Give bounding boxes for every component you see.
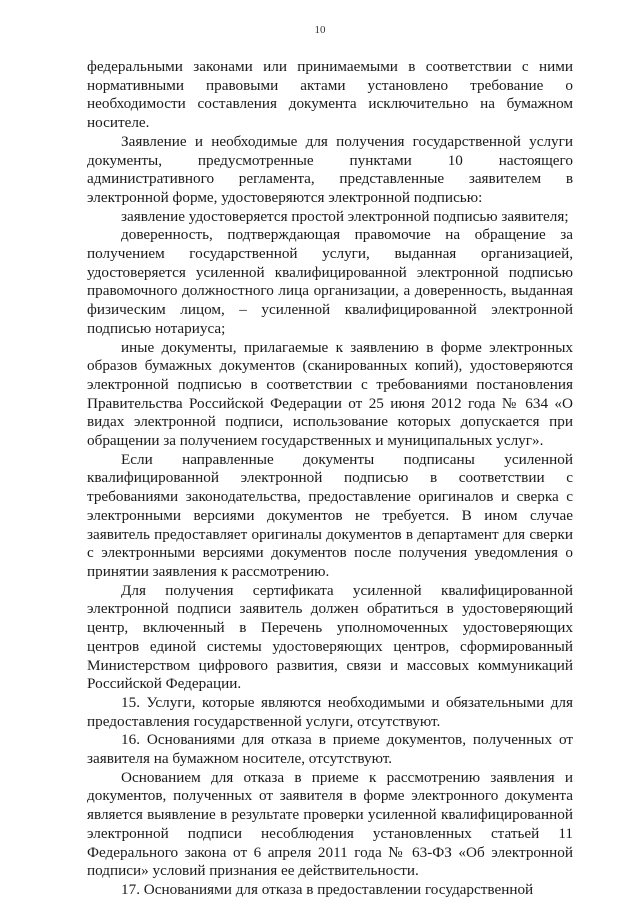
- paragraph-electronic-signature-intro: Заявление и необходимые для получения государственной услуги документы, предусмотренные пунктами 10 настоящего административного регламента, представленные заявителем в электронной форме, удостоверяются электронной подписью:: [87, 132, 573, 206]
- paragraph-power-of-attorney: доверенность, подтверждающая правомочие на обращение за получением государственной услуги, выданная организацией, удостоверяется усиленной квалифицированной электронной подписью правомочного должностного лица организации, а доверенность, выданная физическим лицом, – усиленной квалифицированной электронной подписью нотариуса;: [87, 226, 573, 337]
- document-body: [87, 58, 573, 900]
- paragraph-item-16: 16. Основаниями для отказа в приеме документов, полученных от заявителя на бумажном носителе, отсутствуют.: [87, 731, 573, 768]
- paragraph-application-signature: заявление удостоверяется простой электронной подписью заявителя;: [121, 207, 569, 225]
- paragraph-refusal-grounds: Основанием для отказа в приеме к рассмотрению заявления и документов, полученных от заявителя в форме электронного документа является выявление в результате проверки усиленной квалифицированной электронной подписи несоблюдения установленных статьей 11 Федерального закона от 6 апреля 2011 года № 63-ФЗ «Об электронной подписи» условий признания ее действительности.: [87, 768, 573, 880]
- paragraph-originals-verification: Если направленные документы подписаны усиленной квалифицированной электронной подписью в соответствии с требованиями законодательства, предоставление оригиналов и сверка с электронными версиями документов не требуется. В ином случае заявитель предоставляет оригиналы документов в департамент для сверки с электронными версиями документов после получения уведомления о принятии заявления к рассмотрению.: [87, 450, 573, 580]
- paragraph-continuation: федеральными законами или принимаемыми в соответствии с ними нормативными правовыми актами установлено требование о необходимости составления документа исключительно на бумажном носителе.: [87, 58, 573, 132]
- page-number: 10: [314, 24, 326, 36]
- paragraph-certificate: Для получения сертификата усиленной квалифицированной электронной подписи заявитель должен обратиться в удостоверяющий центр, включенный в Перечень уполномоченных удостоверяющих центров единой системы удостоверяющих центров, сформированный Министерством цифрового развития, связи и массовых коммуникаций Российской Федерации.: [87, 581, 573, 693]
- paragraph-item-17: 17. Основаниями для отказа в предоставлении государственной: [121, 880, 534, 898]
- paragraph-other-documents: иные документы, прилагаемые к заявлению в форме электронных образов бумажных документов (сканированных копий), удостоверяются электронной подписью в соответствии с требованиями постановления Правительства Российской Федерации от 25 июня 2012 года № 634 «О видах электронной подписи, использование которых допускается при обращении за получением государственных и муниципальных услуг».: [87, 338, 573, 450]
- paragraph-item-15: 15. Услуги, которые являются необходимыми и обязательными для предоставления государственной услуги, отсутствуют.: [87, 693, 573, 730]
